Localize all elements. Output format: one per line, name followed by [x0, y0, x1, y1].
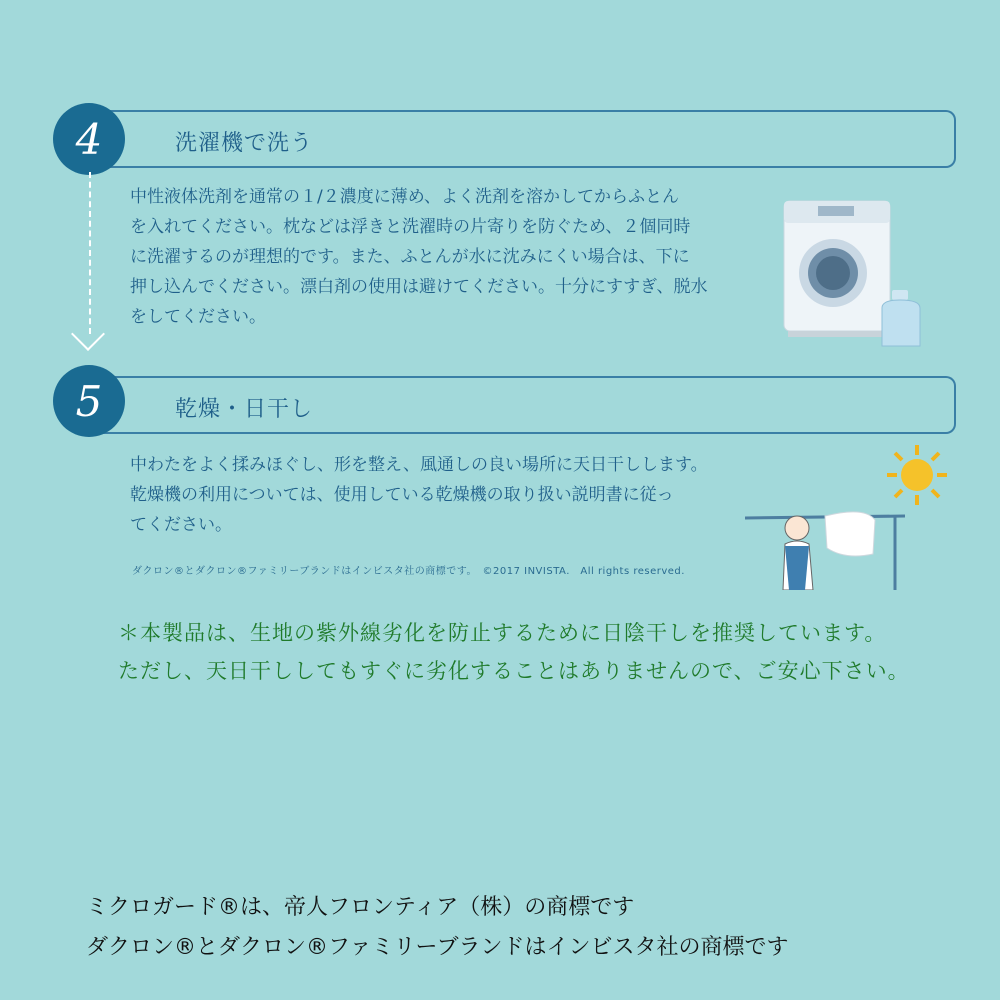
arrow-down-icon	[71, 317, 105, 351]
step-connector-line	[89, 172, 91, 334]
sun-drying-notice-line-1: ＊本製品は、生地の紫外線劣化を防止するために日陰干しを推奨しています。	[118, 621, 887, 645]
step-5-number-badge	[53, 365, 125, 437]
step-5-body: 中わたをよく揉みほぐし、形を整え、風通しの良い場所に天日干しします。 乾燥機の利用については、使用している乾燥機の取り扱い説明書に従っ てください。	[130, 455, 708, 535]
step-5-number: 5	[75, 376, 103, 426]
step-4-title: 洗濯機で洗う	[175, 131, 314, 156]
sun-drying-notice-line-2: ただし、天日干ししてもすぐに劣化することはありませんので、ご安心下さい。	[118, 659, 910, 683]
step-4-number: 4	[75, 114, 103, 164]
detergent-bottle-icon	[876, 288, 928, 350]
microguard-trademark-line: ミクロガード®は、帝人フロンティア（株）の商標です	[86, 895, 635, 920]
step-4-number-badge	[53, 103, 125, 175]
step-4-body: 中性液体洗剤を通常の１/２濃度に薄め、よく洗剤を溶かしてからふとん を入れてください。枕などは浮きと洗濯時の片寄りを防ぐため、２個同時 に洗濯するのが理想的です。また、ふとんが水に沈みにくい場合は、下に 押し込んでください。漂白剤の使用は避けてください。十分にすすぎ、脱水 をしてください。	[130, 187, 708, 327]
dacron-trademark-line: ダクロン®とダクロン®ファミリーブランドはインビスタ社の商標です	[86, 935, 789, 960]
trademark-note-small: ダクロン®とダクロン®ファミリーブランドはインビスタ社の商標です。 ©2017 INVISTA. All rights reserved.	[132, 566, 685, 577]
step-5-title: 乾燥・日干し	[175, 397, 314, 422]
person-drying-futon-icon	[745, 498, 905, 590]
